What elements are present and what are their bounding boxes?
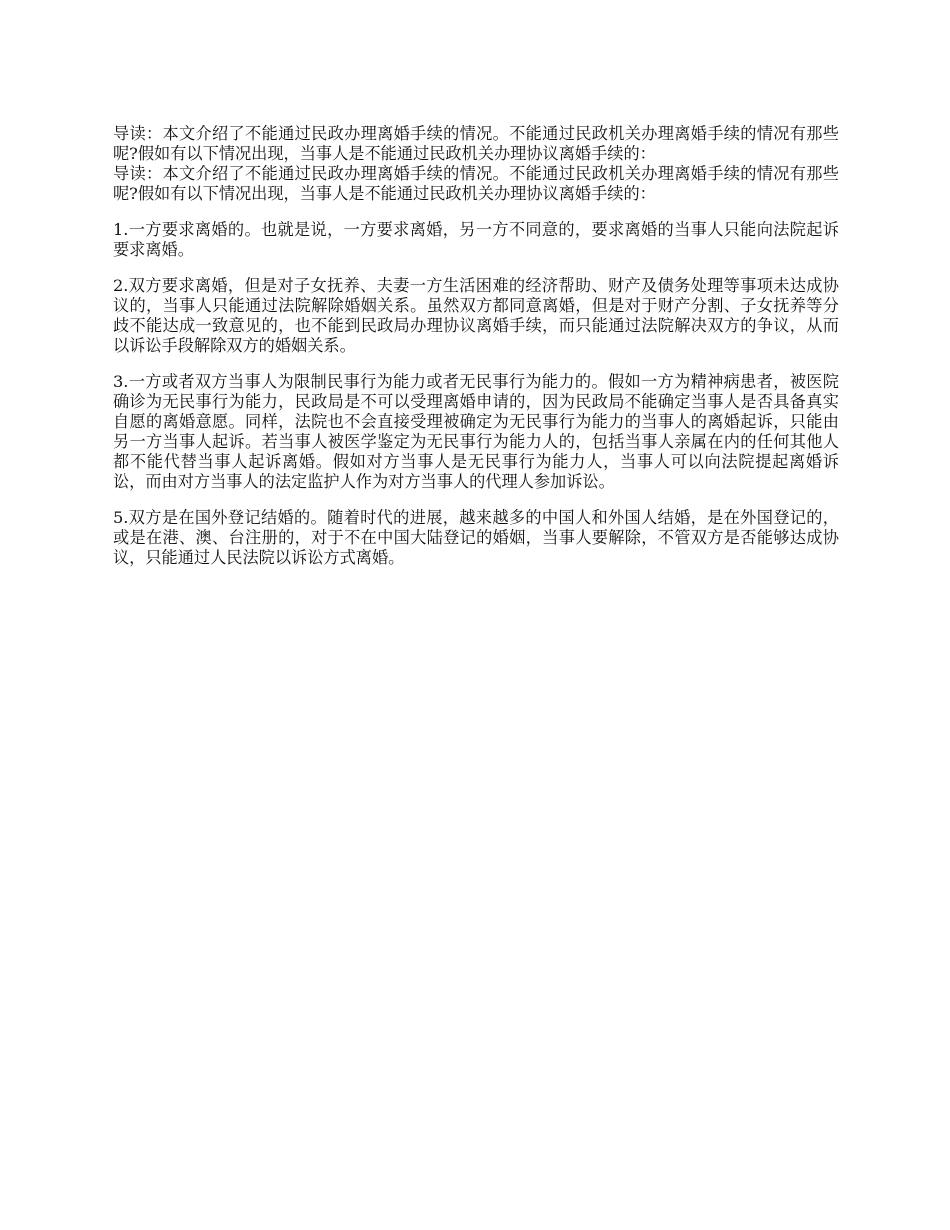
item-paragraph-3: 3.一方或者双方当事人为限制民事行为能力或者无民事行为能力的。假如一方为精神病患者，被医院确诊为无民事行为能力，民政局是不可以受理离婚申请的，因为民政局不能确定当事人是否具备真实自愿的离婚意愿。同样，法院也不会直接受理被确定为无民事行为能力的当事人的离婚起诉，只能由另一方当事人起诉。若当事人被医学鉴定为无民事行为能力人的，包括当事人亲属在内的任何其他人都不能代替当事人起诉离婚。假如对方当事人是无民事行为能力人，当事人可以向法院提起离婚诉讼，而由对方当事人的法定监护人作为对方当事人的代理人参加诉讼。: [113, 372, 839, 491]
document-page: [113, 124, 839, 584]
intro-paragraph: [113, 124, 839, 204]
item-paragraph-2: 2.双方要求离婚，但是对子女抚养、夫妻一方生活困难的经济帮助、财产及债务处理等事项未达成协议的，当事人只能通过法院解除婚姻关系。虽然双方都同意离婚，但是对于财产分割、子女抚养等分歧不能达成一致意见的，也不能到民政局办理协议离婚手续，而只能通过法院解决双方的争议，从而以诉讼手段解除双方的婚姻关系。: [113, 276, 839, 355]
item-paragraph-5: 5.双方是在国外登记结婚的。随着时代的进展，越来越多的中国人和外国人结婚，是在外国登记的，或是在港、澳、台注册的，对于不在中国大陆登记的婚姻，当事人要解除，不管双方是否能够达成协议，只能通过人民法院以诉讼方式离婚。: [113, 508, 839, 567]
intro-line: 导读：本文介绍了不能通过民政办理离婚手续的情况。不能通过民政机关办理离婚手续的情况有那些呢?假如有以下情况出现，当事人是不能通过民政机关办理协议离婚手续的：: [113, 124, 839, 163]
intro-line-repeat: 导读：本文介绍了不能通过民政办理离婚手续的情况。不能通过民政机关办理离婚手续的情况有那些呢?假如有以下情况出现，当事人是不能通过民政机关办理协议离婚手续的：: [113, 164, 839, 203]
item-paragraph-1: 1.一方要求离婚的。也就是说，一方要求离婚，另一方不同意的，要求离婚的当事人只能向法院起诉要求离婚。: [113, 220, 839, 259]
